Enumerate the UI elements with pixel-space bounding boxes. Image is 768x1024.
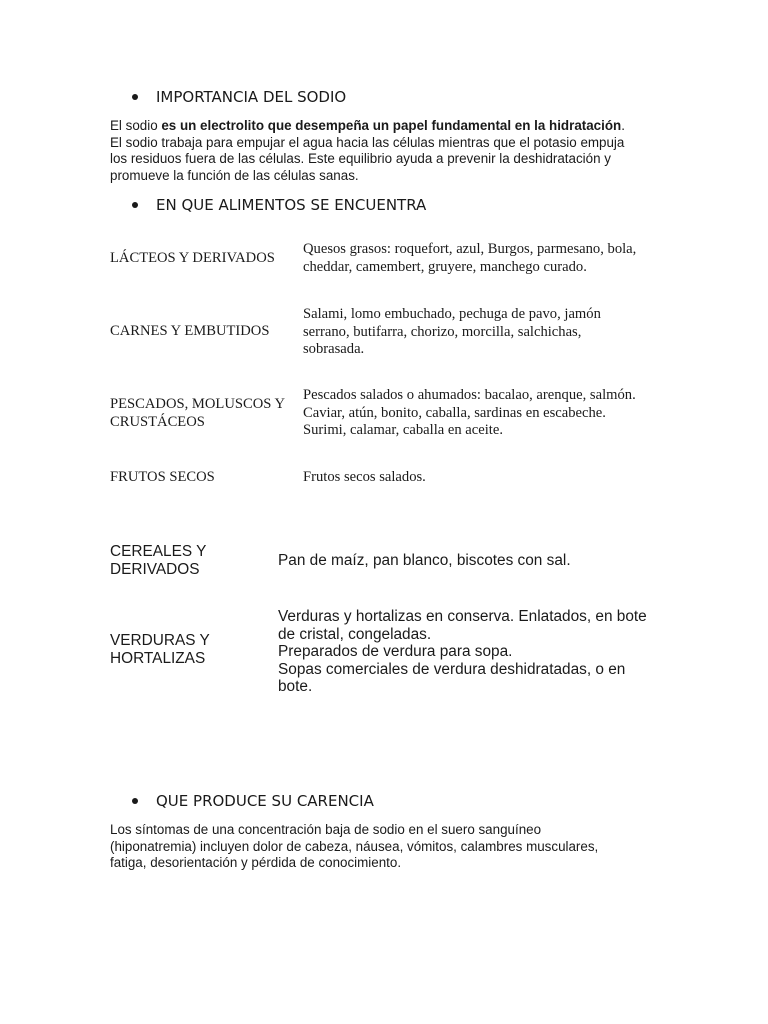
table-row-category <box>110 543 206 578</box>
table-row-foods <box>303 469 673 487</box>
foods-line: Surimi, calamar, caballa en aceite. <box>303 422 503 438</box>
paragraph-line: El sodio trabaja para empujar el agua hacia las células mientras que el potasio empuja <box>110 134 625 150</box>
text-run: . <box>621 118 625 133</box>
bullet-icon <box>132 798 138 804</box>
foods-line: Quesos grasos: roquefort, azul, Burgos, parmesano, bola, <box>303 241 637 257</box>
foods-line: cheddar, camembert, gruyere, manchego curado. <box>303 258 587 275</box>
heading-text: QUE PRODUCE SU CARENCIA <box>156 792 374 810</box>
bold-text: es un electrolito que desempeña un papel fundamental en la hidratación <box>161 118 622 133</box>
foods-line: Caviar, atún, bonito, caballa, sardinas en escabeche. <box>303 404 606 421</box>
heading-carencia <box>132 792 374 810</box>
bullet-icon <box>132 202 138 208</box>
paragraph-line-1 <box>110 118 670 135</box>
table-row-category <box>110 323 269 341</box>
paragraph-line: promueve la función de las células sanas. <box>110 167 359 183</box>
category-line: LÁCTEOS Y DERIVADOS <box>110 250 275 266</box>
foods-line: Frutos secos salados. <box>303 469 426 485</box>
foods-line: Preparados de verdura para sopa. <box>278 643 513 660</box>
heading-alimentos <box>132 196 426 214</box>
table-row-foods <box>278 608 658 696</box>
heading-text: IMPORTANCIA DEL SODIO <box>156 88 347 106</box>
category-line: HORTALIZAS <box>110 649 206 667</box>
paragraph-line: Los síntomas de una concentración baja de sodio en el suero sanguíneo <box>110 822 542 837</box>
category-line: FRUTOS SECOS <box>110 469 215 485</box>
table-row-foods <box>303 306 673 359</box>
importance-paragraph <box>110 118 670 184</box>
category-line: DERIVADOS <box>110 560 200 578</box>
foods-line: Pescados salados o ahumados: bacalao, arenque, salmón. <box>303 387 636 403</box>
paragraph-line: (hiponatremia) incluyen dolor de cabeza, náusea, vómitos, calambres musculares, <box>110 838 599 854</box>
category-line: VERDURAS Y <box>110 632 210 649</box>
foods-line: de cristal, congeladas. <box>278 625 432 643</box>
table-row-category <box>110 250 275 268</box>
foods-line: bote. <box>278 678 313 695</box>
heading-text: EN QUE ALIMENTOS SE ENCUENTRA <box>156 196 427 214</box>
table-row-foods <box>278 552 658 570</box>
heading-importancia <box>132 88 346 106</box>
deficiency-paragraph <box>110 822 670 872</box>
foods-line: Pan de maíz, pan blanco, biscotes con sal. <box>278 552 571 569</box>
category-line: CEREALES Y <box>110 543 207 560</box>
table-row-category <box>110 632 210 667</box>
table-row-foods <box>303 387 673 440</box>
paragraph-line: fatiga, desorientación y pérdida de conocimiento. <box>110 855 402 870</box>
foods-line: Salami, lomo embuchado, pechuga de pavo, jamón <box>303 306 601 322</box>
category-line: PESCADOS, MOLUSCOS Y <box>110 396 286 412</box>
bullet-icon <box>132 94 138 100</box>
foods-line: Verduras y hortalizas en conserva. Enlatados, en bote <box>278 608 647 625</box>
paragraph-line: los residuos fuera de las células. Este equilibrio ayuda a prevenir la deshidratación y <box>110 151 611 166</box>
table-row-category <box>110 469 215 487</box>
foods-line: sobrasada. <box>303 341 365 357</box>
category-line: CARNES Y EMBUTIDOS <box>110 323 270 339</box>
foods-line: serrano, butifarra, chorizo, morcilla, salchichas, <box>303 323 582 340</box>
foods-line: Sopas comerciales de verdura deshidratadas, o en <box>278 660 626 678</box>
table-row-category <box>110 396 285 431</box>
category-line: CRUSTÁCEOS <box>110 413 205 430</box>
text-run: El sodio <box>110 118 162 133</box>
table-row-foods <box>303 241 673 276</box>
